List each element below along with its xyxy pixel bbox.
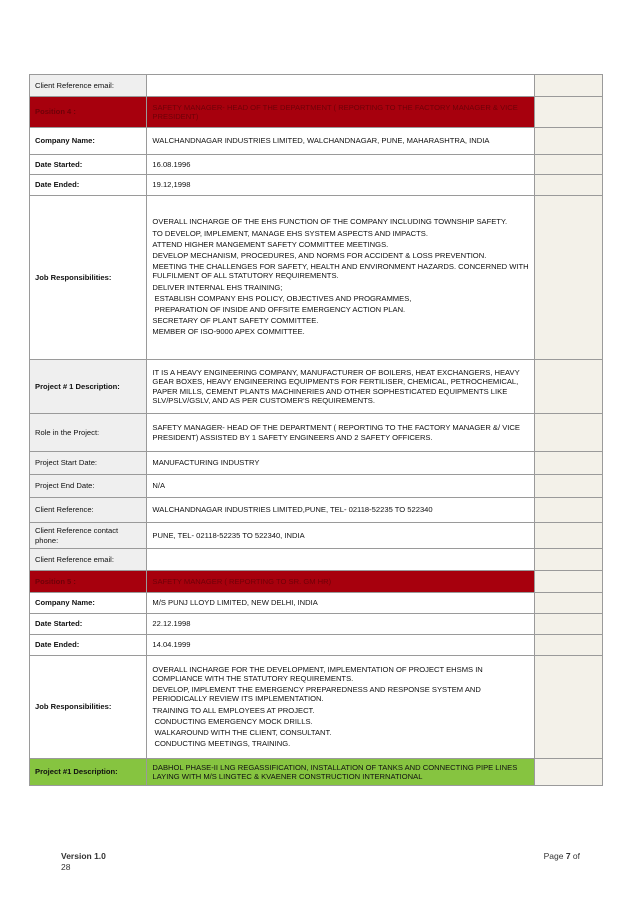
side-cell (534, 175, 602, 196)
field-value: N/A (147, 475, 534, 498)
side-cell (534, 549, 602, 571)
page-total: 28 (61, 861, 71, 872)
side-cell (534, 196, 602, 360)
side-cell (534, 75, 602, 97)
field-label: Client Reference email: (30, 549, 147, 571)
table-row (30, 571, 603, 593)
side-cell (534, 593, 602, 614)
responsibility-line: PREPARATION OF INSIDE AND OFFSITE EMERGENCY ACTION PLAN. (152, 305, 406, 314)
side-cell (534, 128, 602, 155)
field-value: 19.12,1998 (147, 175, 534, 196)
side-cell (534, 614, 602, 635)
side-cell (534, 475, 602, 498)
field-label: Project #1 Description: (30, 759, 147, 786)
table-row (30, 360, 603, 414)
field-label: Project # 1 Description: (30, 360, 147, 414)
responsibility-line: ATTEND HIGHER MANGEMENT SAFETY COMMITTEE MEETINGS. (152, 239, 389, 249)
field-label: Date Ended: (30, 635, 147, 656)
responsibility-line: OVERALL INCHARGE OF THE EHS FUNCTION OF THE COMPANY INCLUDING TOWNSHIP SAFETY. (152, 217, 508, 227)
table-row (30, 128, 603, 155)
responsibility-line: MEETING THE CHALLENGES FOR SAFETY, HEALTH AND ENVIRONMENT HAZARDS. CONCERNED WITH FULFILMENT OF ALL STATUTORY REQUIREMENTS. (152, 262, 531, 281)
field-label: Client Reference: (30, 498, 147, 523)
field-value: SAFETY MANAGER- HEAD OF THE DEPARTMENT ( REPORTING TO THE FACTORY MANAGER &/ VICE PRESIDENT) ASSISTED BY 1 SAFETY ENGINEERS AND 2 SAFETY OFFICERS. (147, 414, 534, 452)
responsibility-line: TO DEVELOP, IMPLEMENT, MANAGE EHS SYSTEM ASPECTS AND IMPACTS. (152, 228, 428, 238)
field-label: Date Ended: (30, 175, 147, 196)
table-row (30, 614, 603, 635)
field-label: Job Responsibilities: (30, 656, 147, 759)
footer-page-number (544, 851, 580, 862)
version-label: Version 1.0 (61, 851, 106, 861)
responsibility-line: WALKAROUND WITH THE CLIENT, CONSULTANT. (152, 727, 332, 737)
field-label: Client Reference contact phone: (30, 523, 147, 549)
responsibility-line: DEVELOP, IMPLEMENT THE EMERGENCY PREPAREDNESS AND RESPONSE SYSTEM AND PERIODICALLY REVIEW ITS IMPLEMENTATION. (152, 685, 483, 704)
field-value: WALCHANDNAGAR INDUSTRIES LIMITED,PUNE, TEL- 02118-52235 TO 522340 (147, 498, 534, 523)
side-cell (534, 571, 602, 593)
field-label: Company Name: (30, 128, 147, 155)
responsibility-line: SECRETARY OF PLANT SAFETY COMMITTEE. (152, 316, 319, 326)
field-label: Date Started: (30, 155, 147, 175)
responsibility-line: TRAINING TO ALL EMPLOYEES AT PROJECT. (152, 705, 315, 715)
page-number: 7 (565, 851, 571, 861)
field-value: 16.08.1996 (147, 155, 534, 175)
side-cell (534, 414, 602, 452)
responsibility-line: CONDUCTING MEETINGS, TRAINING. (152, 739, 291, 749)
field-value: MANUFACTURING INDUSTRY (147, 452, 534, 475)
responsibility-line: DELIVER INTERNAL EHS TRAINING; (152, 282, 283, 292)
footer-version (61, 851, 106, 872)
field-value: SAFETY MANAGER- HEAD OF THE DEPARTMENT ( REPORTING TO THE FACTORY MANAGER & VICE PRESIDENT) (147, 97, 534, 128)
field-label: Position 5 : (30, 571, 147, 593)
table-row (30, 175, 603, 196)
table-row (30, 475, 603, 498)
responsibility-line: ESTABLISH COMPANY EHS POLICY, OBJECTIVES AND PROGRAMMES, (152, 293, 412, 303)
field-value (147, 75, 534, 97)
field-label: Position 4 : (30, 97, 147, 128)
page-prefix: Page (543, 851, 566, 861)
field-value: M/S PUNJ LLOYD LIMITED, NEW DELHI, INDIA (147, 593, 534, 614)
page-of: of (570, 851, 580, 861)
employment-history-table (29, 74, 603, 786)
side-cell (534, 523, 602, 549)
field-value (147, 549, 534, 571)
table-row (30, 549, 603, 571)
field-label: Client Reference email: (30, 75, 147, 97)
field-value (147, 196, 534, 360)
field-value: DABHOL PHASE-II LNG REGASSIFICATION, INSTALLATION OF TANKS AND CONNECTING PIPE LINES LAYING WITH M/S LINGTEC & KVAENER CONSTRUCTION INTERNATIONAL (147, 759, 534, 786)
responsibility-line: OVERALL INCHARGE FOR THE DEVELOPMENT, IMPLEMENTATION OF PROJECT EHSMS IN COMPLIANCE WITH THE STATUTORY REQUIREMENTS. (152, 664, 485, 683)
table-row (30, 593, 603, 614)
table-row (30, 635, 603, 656)
cv-page (29, 74, 603, 786)
side-cell (534, 360, 602, 414)
responsibility-line: CONDUCTING EMERGENCY MOCK DRILLS. (152, 716, 313, 726)
table-row (30, 498, 603, 523)
field-value: PUNE, TEL- 02118-52235 TO 522340, INDIA (147, 523, 534, 549)
table-row (30, 759, 603, 786)
table-row (30, 452, 603, 475)
table-row (30, 656, 603, 759)
table-row (30, 97, 603, 128)
side-cell (534, 498, 602, 523)
field-value (147, 656, 534, 759)
side-cell (534, 155, 602, 175)
field-value: WALCHANDNAGAR INDUSTRIES LIMITED, WALCHANDNAGAR, PUNE, MAHARASHTRA, INDIA (147, 128, 534, 155)
table-row (30, 196, 603, 360)
side-cell (534, 452, 602, 475)
table-row (30, 523, 603, 549)
side-cell (534, 97, 602, 128)
field-label: Role in the Project: (30, 414, 147, 452)
field-label: Project End Date: (30, 475, 147, 498)
field-label: Company Name: (30, 593, 147, 614)
side-cell (534, 635, 602, 656)
table-row (30, 75, 603, 97)
field-value: 22.12.1998 (147, 614, 534, 635)
field-label: Date Started: (30, 614, 147, 635)
field-label: Project Start Date: (30, 452, 147, 475)
table-row (30, 155, 603, 175)
field-label: Job Responsibilities: (30, 196, 147, 360)
responsibility-line: DEVELOP MECHANISM, PROCEDURES, AND NORMS FOR ACCIDENT & LOSS PREVENTION. (152, 250, 487, 260)
field-value: IT IS A HEAVY ENGINEERING COMPANY, MANUFACTURER OF BOILERS, HEAT EXCHANGERS, HEAVY GEAR BOXES, HEAVY ENGINEERING EQUIPMENTS FOR FERTILISER, CHEMICAL, PETROCHEMICAL, PAPER MILLS, CEMENT PLANTS MACHINERIES AND OTHER SOPHESTICATED EQUIPMENTS LIKE SLV/PSLV/GSLV, AND AS PER CUSTOMER'S REQUIREMENTS. (147, 360, 534, 414)
responsibility-line: MEMBER OF ISO-9000 APEX COMMITTEE. (152, 327, 305, 337)
field-value: SAFETY MANAGER ( REPORTING TO SR. GM HR) (147, 571, 534, 593)
side-cell (534, 656, 602, 759)
table-row (30, 414, 603, 452)
field-value: 14.04.1999 (147, 635, 534, 656)
side-cell (534, 759, 602, 786)
